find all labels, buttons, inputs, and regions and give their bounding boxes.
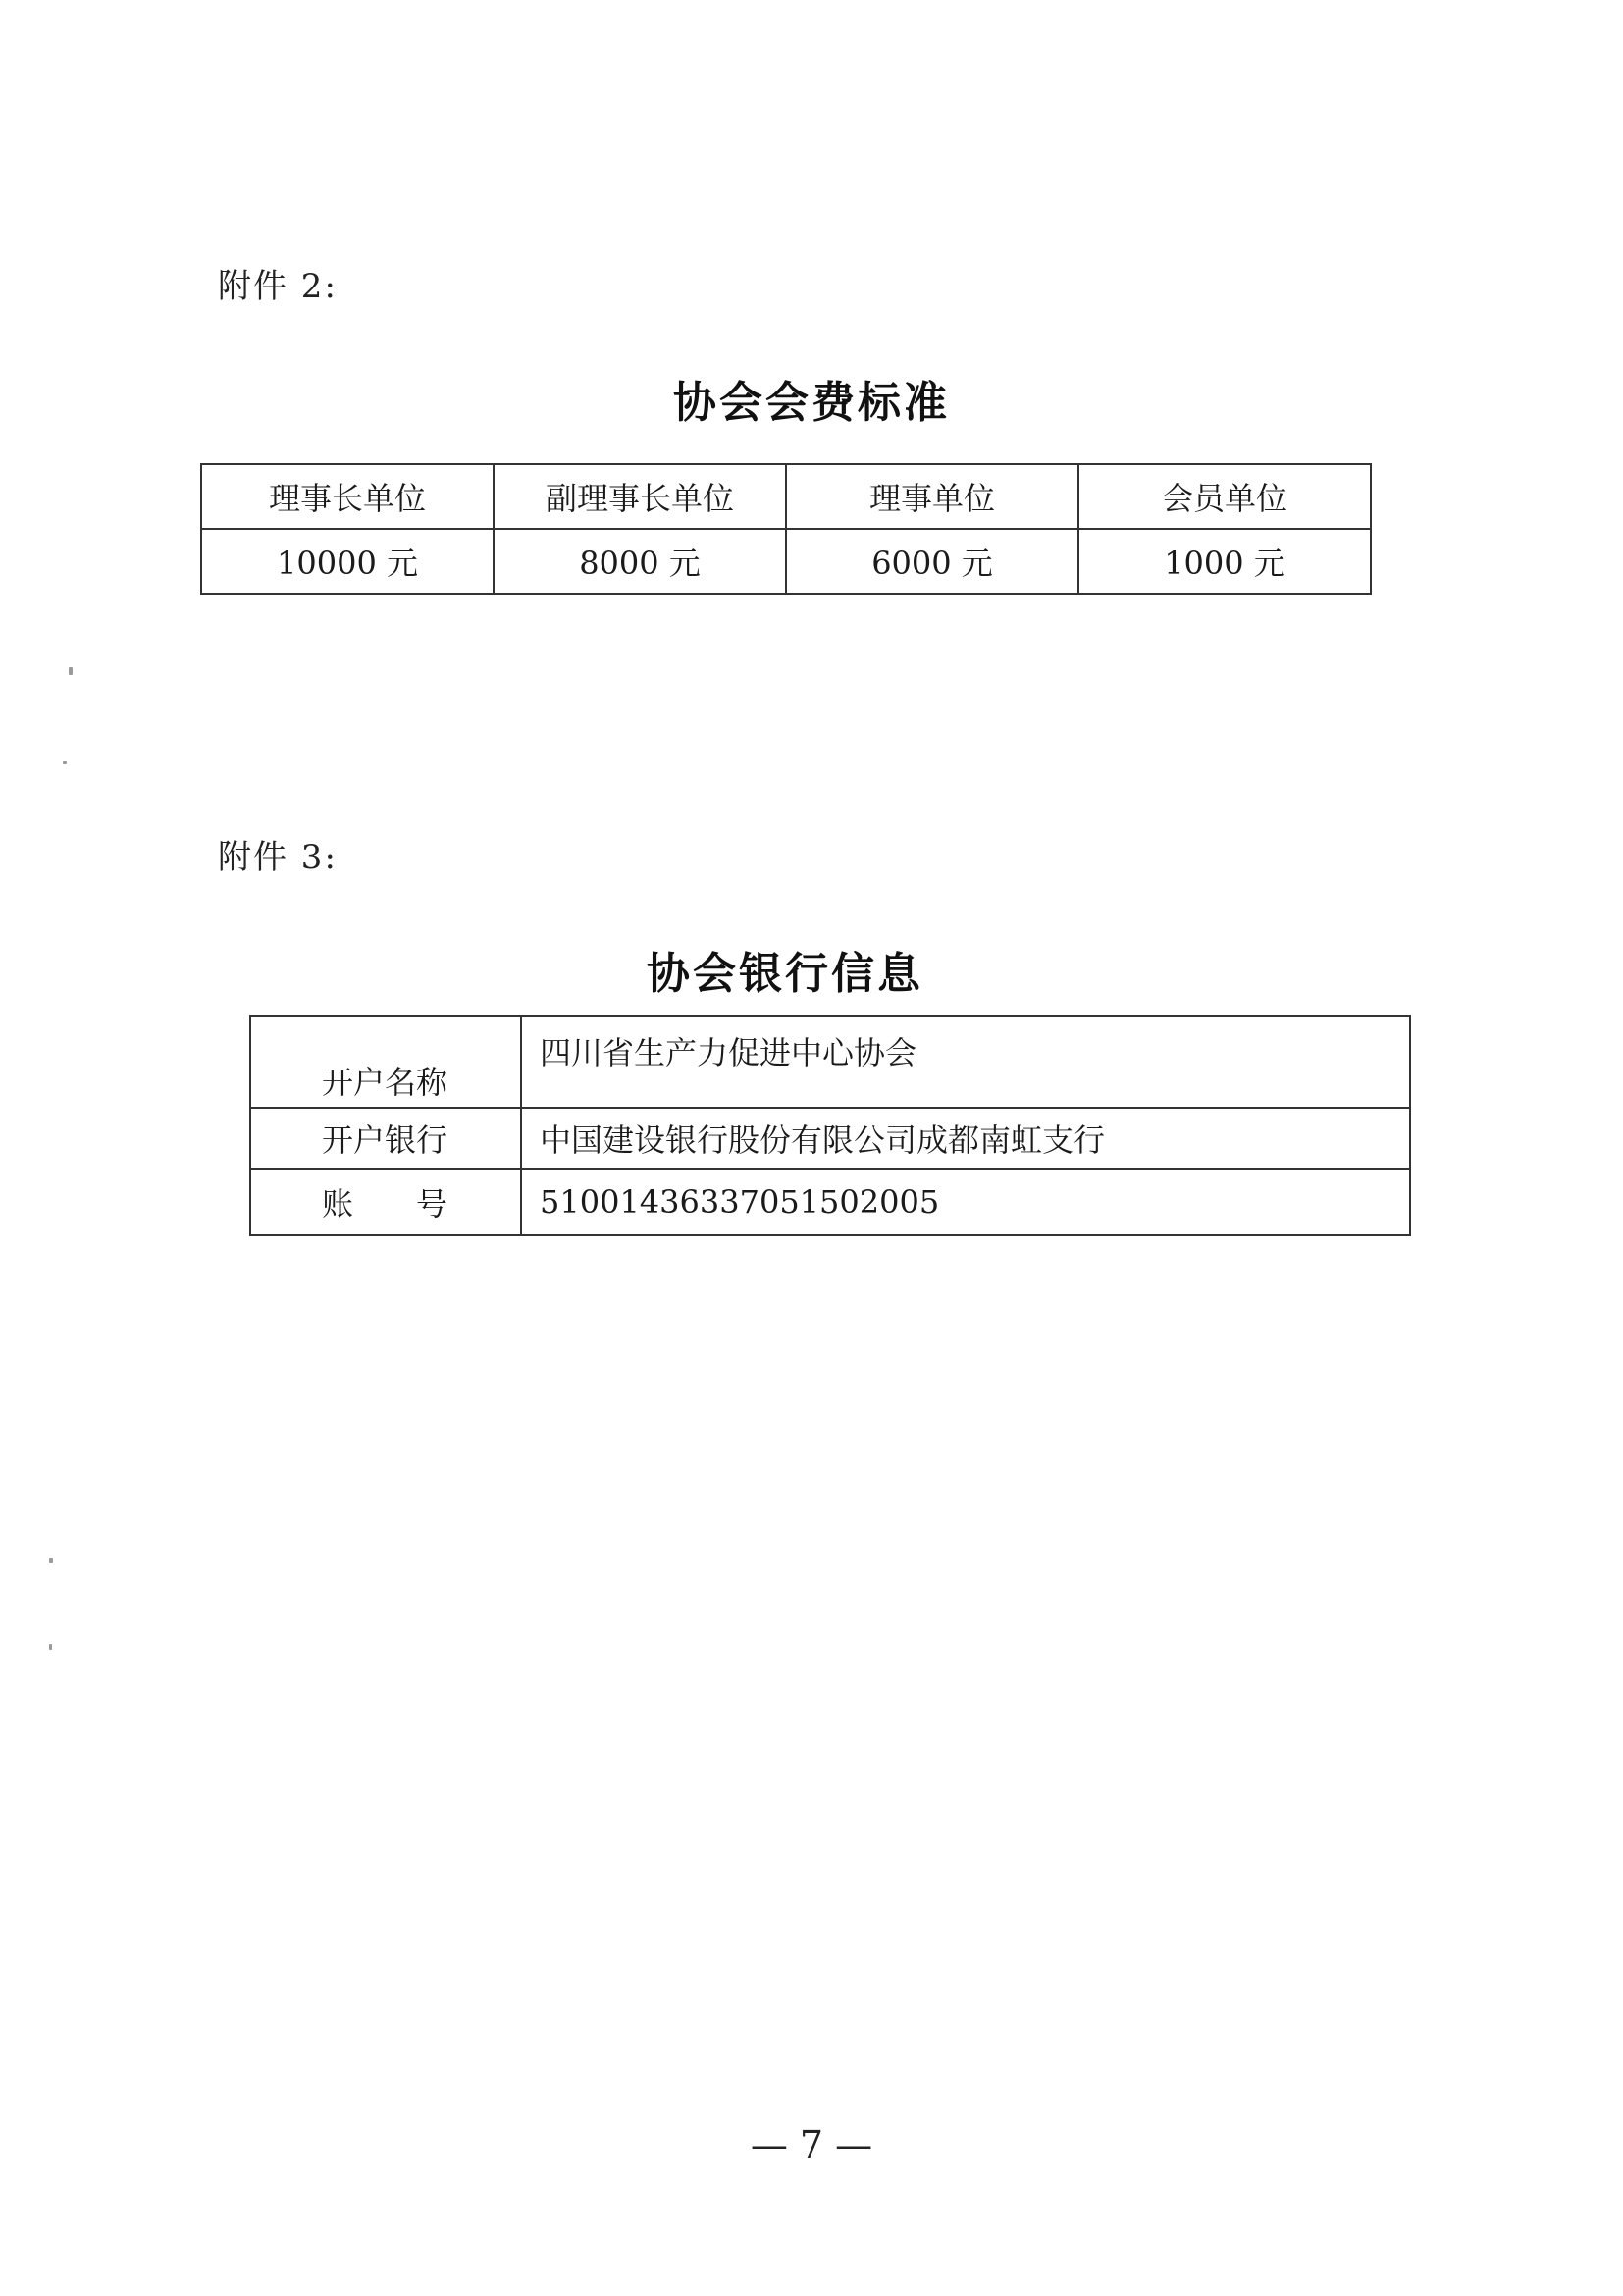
page-number: — 7 — [750, 2123, 873, 2166]
fee-value-cell: 10000 元 [201, 529, 494, 594]
bank-name-value: 中国建设银行股份有限公司成都南虹支行 [521, 1108, 1410, 1169]
bank-table-row [250, 1016, 1410, 1108]
bank-info-table [249, 1015, 1411, 1236]
scan-speck [63, 761, 67, 764]
fee-value-cell: 1000 元 [1078, 529, 1371, 594]
bank-info-title: 协会银行信息 [647, 949, 923, 999]
fee-table-header-row [201, 464, 1371, 529]
account-number-value: 51001436337051502005 [521, 1169, 1410, 1235]
scan-speck [49, 1558, 53, 1563]
fee-header-cell: 理事单位 [786, 464, 1078, 529]
fee-header-cell: 会员单位 [1078, 464, 1371, 529]
scan-speck [49, 1644, 52, 1650]
scan-speck [69, 667, 73, 675]
fee-table-value-row [201, 529, 1371, 594]
fee-standard-table [200, 463, 1372, 595]
account-number-label: 账号 [322, 1185, 447, 1223]
bank-name-label: 开户银行 [250, 1108, 521, 1169]
account-number-label-cell [250, 1169, 521, 1235]
bank-table-row [250, 1108, 1410, 1169]
attachment-2-label: 附件 2: [218, 267, 338, 306]
fee-standard-title: 协会会费标准 [673, 378, 950, 428]
attachment-3-label: 附件 3: [218, 838, 338, 877]
fee-value-cell: 8000 元 [494, 529, 786, 594]
account-name-label: 开户名称 [250, 1016, 521, 1108]
fee-value-cell: 6000 元 [786, 529, 1078, 594]
fee-header-cell: 理事长单位 [201, 464, 494, 529]
fee-header-cell: 副理事长单位 [494, 464, 786, 529]
account-name-value: 四川省生产力促进中心协会 [521, 1016, 1410, 1108]
bank-table-row [250, 1169, 1410, 1235]
